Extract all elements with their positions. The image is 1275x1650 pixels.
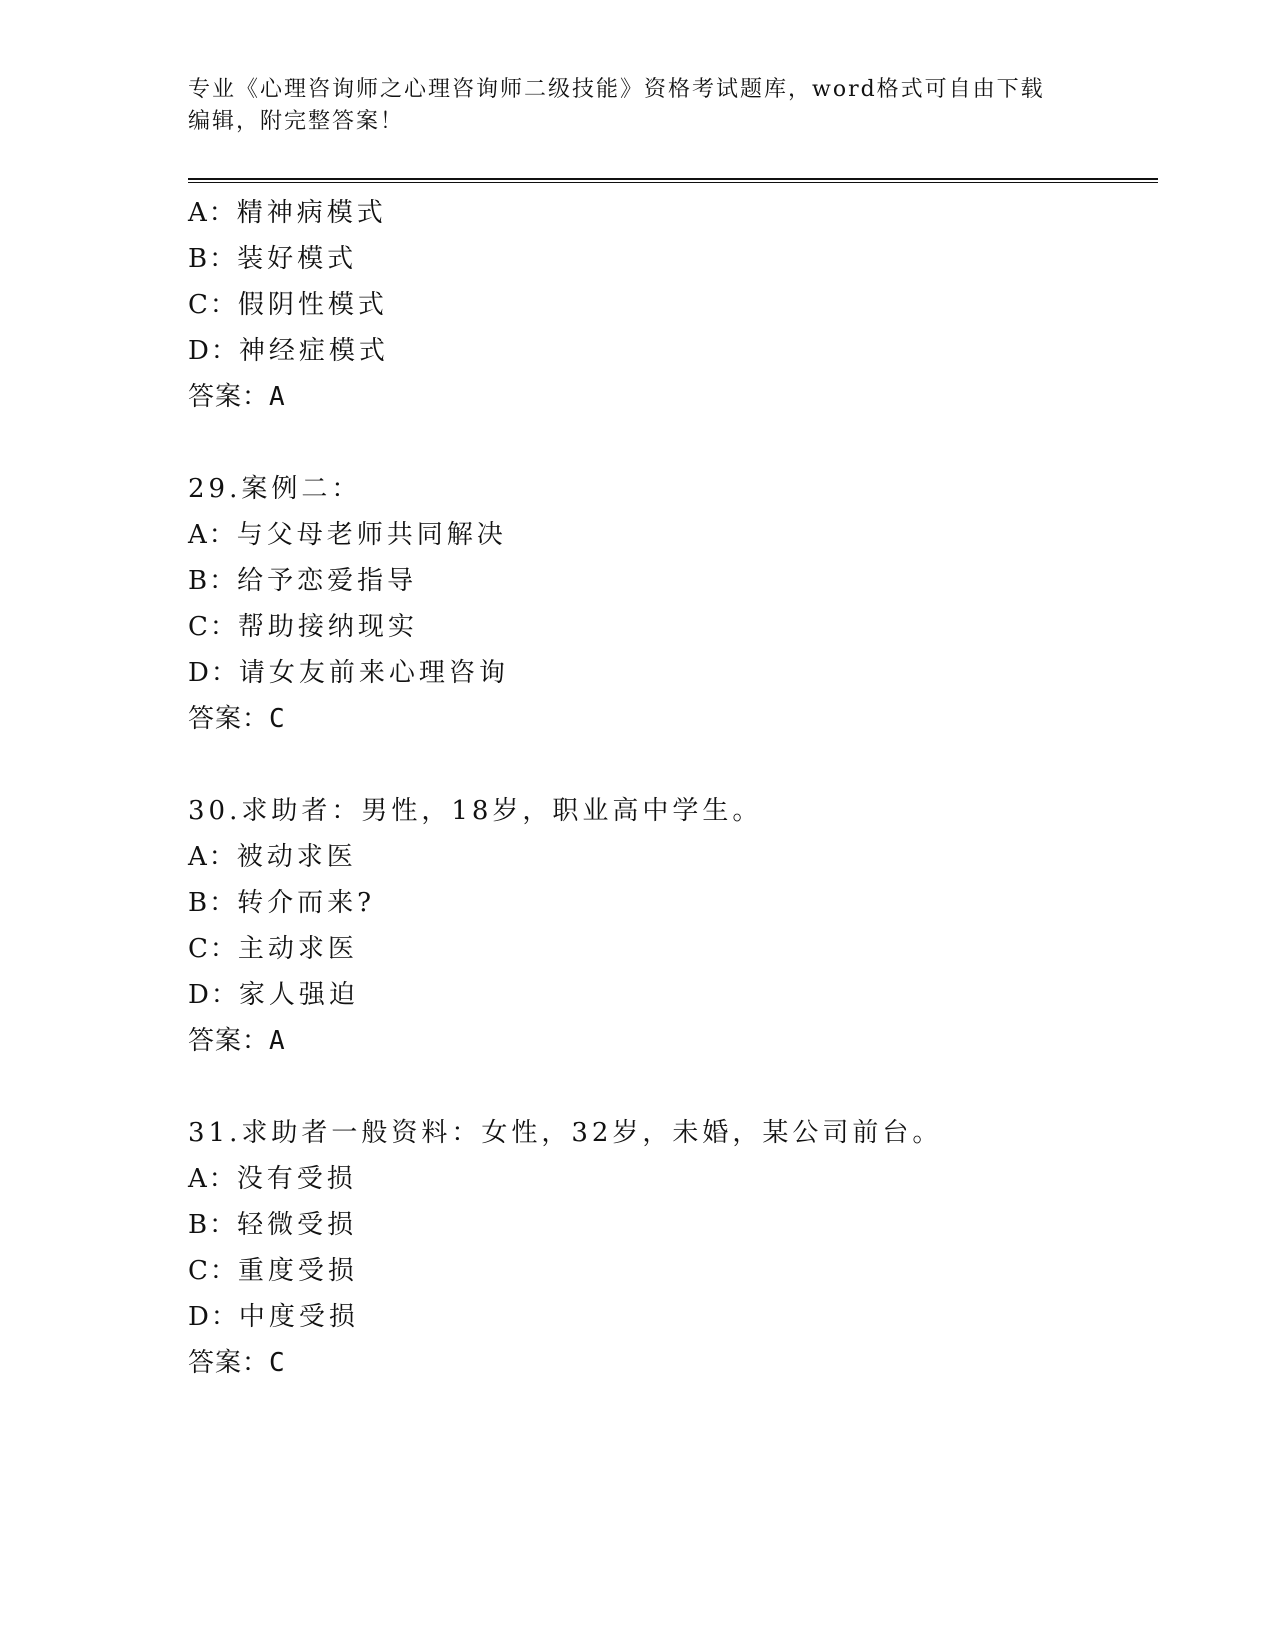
option-d: D：家人强迫 <box>188 980 359 1010</box>
header-line-2: 编辑，附完整答案！ <box>188 109 405 134</box>
question-text: 30.求助者：男性，18岁，职业高中学生。 <box>188 796 763 826</box>
option-a: A：精神病模式 <box>188 198 387 228</box>
answer-value: A <box>269 1026 286 1056</box>
option-b: B：转介而来? <box>188 888 376 918</box>
option-a: A：与父母老师共同解决 <box>188 520 507 550</box>
option-b: B：给予恋爱指导 <box>188 566 418 596</box>
option-c: C：重度受损 <box>188 1256 358 1286</box>
document-header <box>188 74 1068 138</box>
answer-value: C <box>269 704 286 734</box>
header-line-1: 专业《心理咨询师之心理咨询师二级技能》资格考试题库，word格式可自由下载 <box>188 77 1045 102</box>
answer-line: 答案：A <box>188 382 286 412</box>
question-text: 29.案例二： <box>188 474 362 504</box>
option-c: C：主动求医 <box>188 934 358 964</box>
option-d: D：请女友前来心理咨询 <box>188 658 509 688</box>
option-a: A：没有受损 <box>188 1164 357 1194</box>
answer-value: A <box>269 382 286 412</box>
question-block-31 <box>188 1110 1158 1386</box>
question-text: 31.求助者一般资料：女性，32岁，未婚，某公司前台。 <box>188 1118 943 1148</box>
question-block-30 <box>188 788 1158 1064</box>
option-b: B：轻微受损 <box>188 1210 358 1240</box>
option-d: D：神经症模式 <box>188 336 389 366</box>
option-b: B：装好模式 <box>188 244 358 274</box>
answer-line: 答案：A <box>188 1026 286 1056</box>
question-block-prev <box>188 190 1158 420</box>
question-block-29 <box>188 466 1158 742</box>
option-a: A：被动求医 <box>188 842 357 872</box>
answer-line: 答案：C <box>188 704 286 734</box>
option-c: C：假阴性模式 <box>188 290 388 320</box>
option-c: C：帮助接纳现实 <box>188 612 418 642</box>
header-divider <box>188 178 1158 183</box>
question-list <box>188 190 1158 1386</box>
option-d: D：中度受损 <box>188 1302 359 1332</box>
answer-value: C <box>269 1348 286 1378</box>
answer-line: 答案：C <box>188 1348 286 1378</box>
